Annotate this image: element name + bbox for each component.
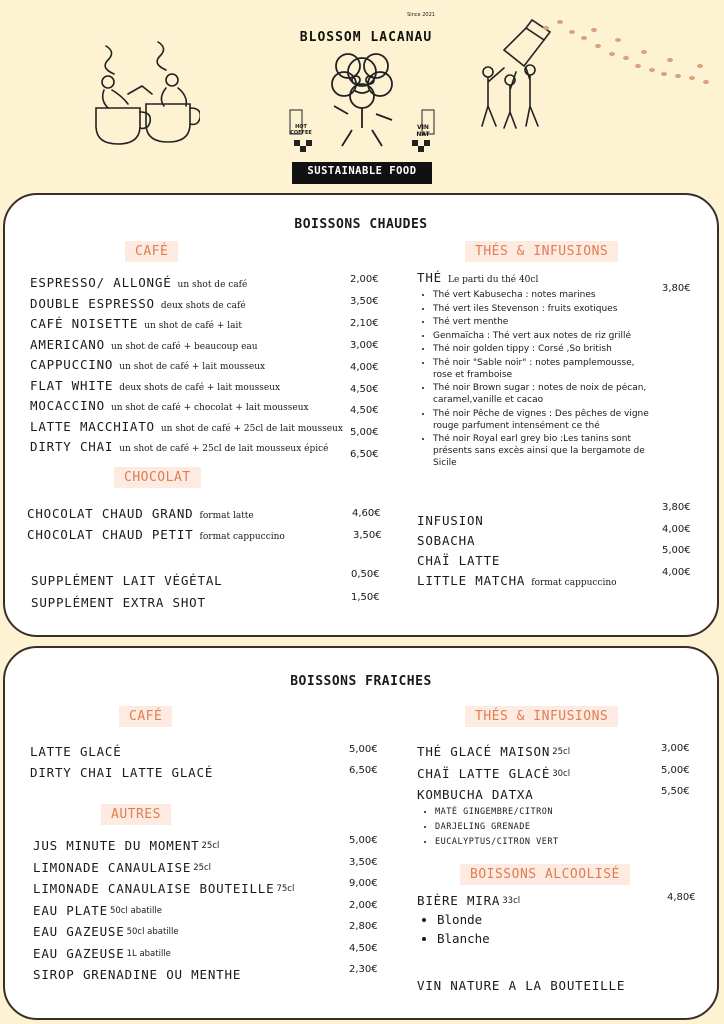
menu-item: EAU GAZEUSE 50cl abatille	[33, 924, 179, 939]
cold-drinks-title: BOISSONS FRAICHES	[290, 674, 432, 689]
tea-list-item: • Thé vert Kabusecha : notes marines	[433, 289, 655, 301]
menu-item: CHAÏ LATTE GLACÉ 30cl	[417, 765, 571, 781]
cold-cafe-heading: CAFÉ	[119, 706, 172, 727]
menu-item: CHOCOLAT CHAUD PETIT format cappuccino	[27, 527, 285, 542]
menu-item-price: 5,00€	[662, 545, 691, 557]
menu-item-price: 5,50€	[661, 786, 690, 797]
menu-item: KOMBUCHA DATXA	[417, 787, 534, 802]
menu-item: LIMONADE CANAULAISE 25cl	[33, 859, 212, 875]
hot-label: HOT	[295, 124, 307, 130]
menu-item: SUPPLÉMENT EXTRA SHOT	[31, 595, 206, 610]
menu-item: AMERICANO un shot de café + beaucoup eau	[30, 336, 258, 352]
menu-item: EAU GAZEUSE 1L abatille	[33, 945, 171, 961]
coffee-cups-illustration	[88, 38, 200, 150]
tea-list-item: • Thé noir "Sable noir" : notes pamplemousse, rose et framboise	[433, 357, 655, 381]
menu-item: SUPPLÉMENT LAIT VÉGÉTAL	[31, 573, 223, 588]
hot-cafe-heading: CAFÉ	[125, 241, 178, 262]
biere-types	[409, 912, 490, 950]
hot-coffee-label	[290, 124, 312, 136]
the-item: THÉ Le parti du thé 40cl	[417, 270, 539, 285]
vin-label: VIN	[417, 124, 429, 131]
vin-item: VIN NATURE A LA BOUTEILLE	[417, 978, 626, 993]
menu-item: CHAÏ LATTE	[417, 553, 501, 568]
menu-item-price: 4,50€	[349, 942, 378, 954]
coffee-label: COFFEE	[290, 130, 312, 136]
menu-item-price: 5,00€	[349, 744, 378, 755]
menu-item-price: 6,50€	[349, 765, 378, 776]
menu-item: LATTE GLACÉ	[30, 744, 122, 759]
cold-thes-heading: THÉS & INFUSIONS	[465, 706, 618, 727]
menu-item-price: 5,00€	[350, 427, 379, 439]
tea-list-item: • Thé noir golden tippy : Corsé ,So british	[433, 343, 655, 355]
menu-item: DIRTY CHAI un shot de café + 25cl de lait mousseux épicé	[30, 439, 329, 454]
menu-item: MOCACCINO un shot de café + chocolat + lait mousseux	[30, 398, 309, 413]
kombucha-flavor: • DARJELING GRENADE	[435, 821, 559, 833]
menu-item: THÉ GLACÉ MAISON 25cl	[417, 744, 571, 759]
menu-item: JUS MINUTE DU MOMENT 25cl	[33, 838, 220, 853]
tea-list-item: • Thé vert iles Stevenson : fruits exotiques	[433, 303, 655, 315]
hot-drinks-title: BOISSONS CHAUDES	[294, 217, 428, 232]
menu-item-price: 2,80€	[349, 921, 378, 932]
biere-item: BIÈRE MIRA 33cl	[417, 893, 521, 908]
menu-item: CAPPUCCINO un shot de café + lait mousseux	[30, 357, 266, 372]
alcool-heading: BOISSONS ALCOOLISÉ	[460, 864, 630, 885]
menu-item: CAFÉ NOISETTE un shot de café + lait	[30, 316, 243, 331]
menu-item-price: 4,50€	[350, 383, 379, 395]
menu-item: DOUBLE ESPRESSO deux shots de café	[30, 295, 246, 311]
menu-item-price: 1,50€	[351, 592, 380, 603]
kombucha-flavor: • MATÉ GINGEMBRE/CITRON	[435, 806, 559, 818]
menu-item: ESPRESSO/ ALLONGÉ un shot de café	[30, 275, 248, 290]
tea-list-item: • Thé noir Royal earl grey bio :Les tanins sont présents sans excès ainsi que la bergamote de Sicile	[433, 433, 655, 469]
menu-item-price: 2,00€	[350, 274, 379, 285]
menu-item: LATTE MACCHIATO un shot de café + 25cl de lait mousseux	[30, 418, 343, 434]
menu-item: INFUSION	[417, 513, 484, 528]
menu-item-price: 9,00€	[349, 878, 378, 889]
the-price: 3,80€	[662, 283, 691, 294]
menu-item: EAU PLATE 50cl abatille	[33, 902, 162, 918]
biere-type: • Blonde	[437, 912, 490, 927]
tea-list-item: • Thé noir Brown sugar : notes de noix de pécan, caramel,vanille et cacao	[433, 382, 655, 406]
tagline: SUSTAINABLE FOOD	[307, 165, 417, 177]
tea-list-item: • Genmaïcha : Thé vert aux notes de riz grillé	[433, 330, 655, 342]
menu-item-price: 2,10€	[350, 317, 379, 329]
menu-item-price: 5,00€	[661, 764, 690, 776]
menu-item-price: 2,00€	[349, 899, 378, 911]
menu-item-price: 6,50€	[350, 449, 379, 461]
menu-item: LIMONADE CANAULAISE BOUTEILLE 75cl	[33, 881, 295, 896]
menu-item-price: 3,50€	[353, 530, 382, 541]
menu-item-price: 4,60€	[352, 508, 381, 519]
hot-drinks-panel	[3, 193, 719, 637]
menu-item-price: 4,00€	[350, 361, 379, 373]
menu-item-price: 3,00€	[350, 339, 379, 351]
menu-item: LITTLE MATCHA format cappuccino	[417, 573, 617, 588]
vin-nat-label	[412, 124, 434, 138]
kombucha-flavor: • EUCALYPTUS/CITRON VERT	[435, 836, 559, 848]
menu-item-price: 4,00€	[662, 566, 691, 578]
tea-list-item: • Thé noir Pêche de vignes : Des pêches de vigne rouge parfument intensément ce thé	[433, 408, 655, 432]
menu-item-price: 3,00€	[661, 743, 690, 754]
chocolat-heading: CHOCOLAT	[114, 467, 201, 488]
menu-item-price: 3,50€	[349, 856, 378, 868]
biere-type: • Blanche	[437, 931, 490, 946]
menu-item-price: 3,50€	[350, 295, 379, 307]
menu-item: CHOCOLAT CHAUD GRAND format latte	[27, 506, 254, 521]
menu-item: FLAT WHITE deux shots de café + lait mousseux	[30, 377, 281, 393]
kombucha-flavors	[413, 806, 559, 851]
menu-item-price: 3,80€	[662, 502, 691, 513]
tea-list-item: • Thé vert menthe	[433, 316, 655, 328]
menu-item-price: 4,50€	[350, 405, 379, 417]
biere-price: 4,80€	[667, 892, 696, 903]
hot-thes-heading: THÉS & INFUSIONS	[465, 241, 618, 262]
brand-title: BLOSSOM LACANAU	[299, 30, 433, 45]
people-carrying-cup-illustration	[474, 10, 722, 140]
since-label: Since 2021	[407, 12, 435, 18]
tea-list	[415, 289, 655, 471]
nat-label: NAT	[416, 131, 430, 138]
autres-heading: AUTRES	[101, 804, 171, 825]
menu-item: SIROP GRENADINE OU MENTHE	[33, 967, 242, 982]
menu-item-price: 2,30€	[349, 964, 378, 975]
menu-item-price: 4,00€	[662, 523, 691, 535]
cold-drinks-panel	[3, 646, 719, 1020]
menu-item-price: 5,00€	[349, 835, 378, 846]
menu-item-price: 0,50€	[351, 569, 380, 580]
menu-item: DIRTY CHAI LATTE GLACÉ	[30, 765, 214, 780]
menu-item: SOBACHA	[417, 533, 476, 548]
